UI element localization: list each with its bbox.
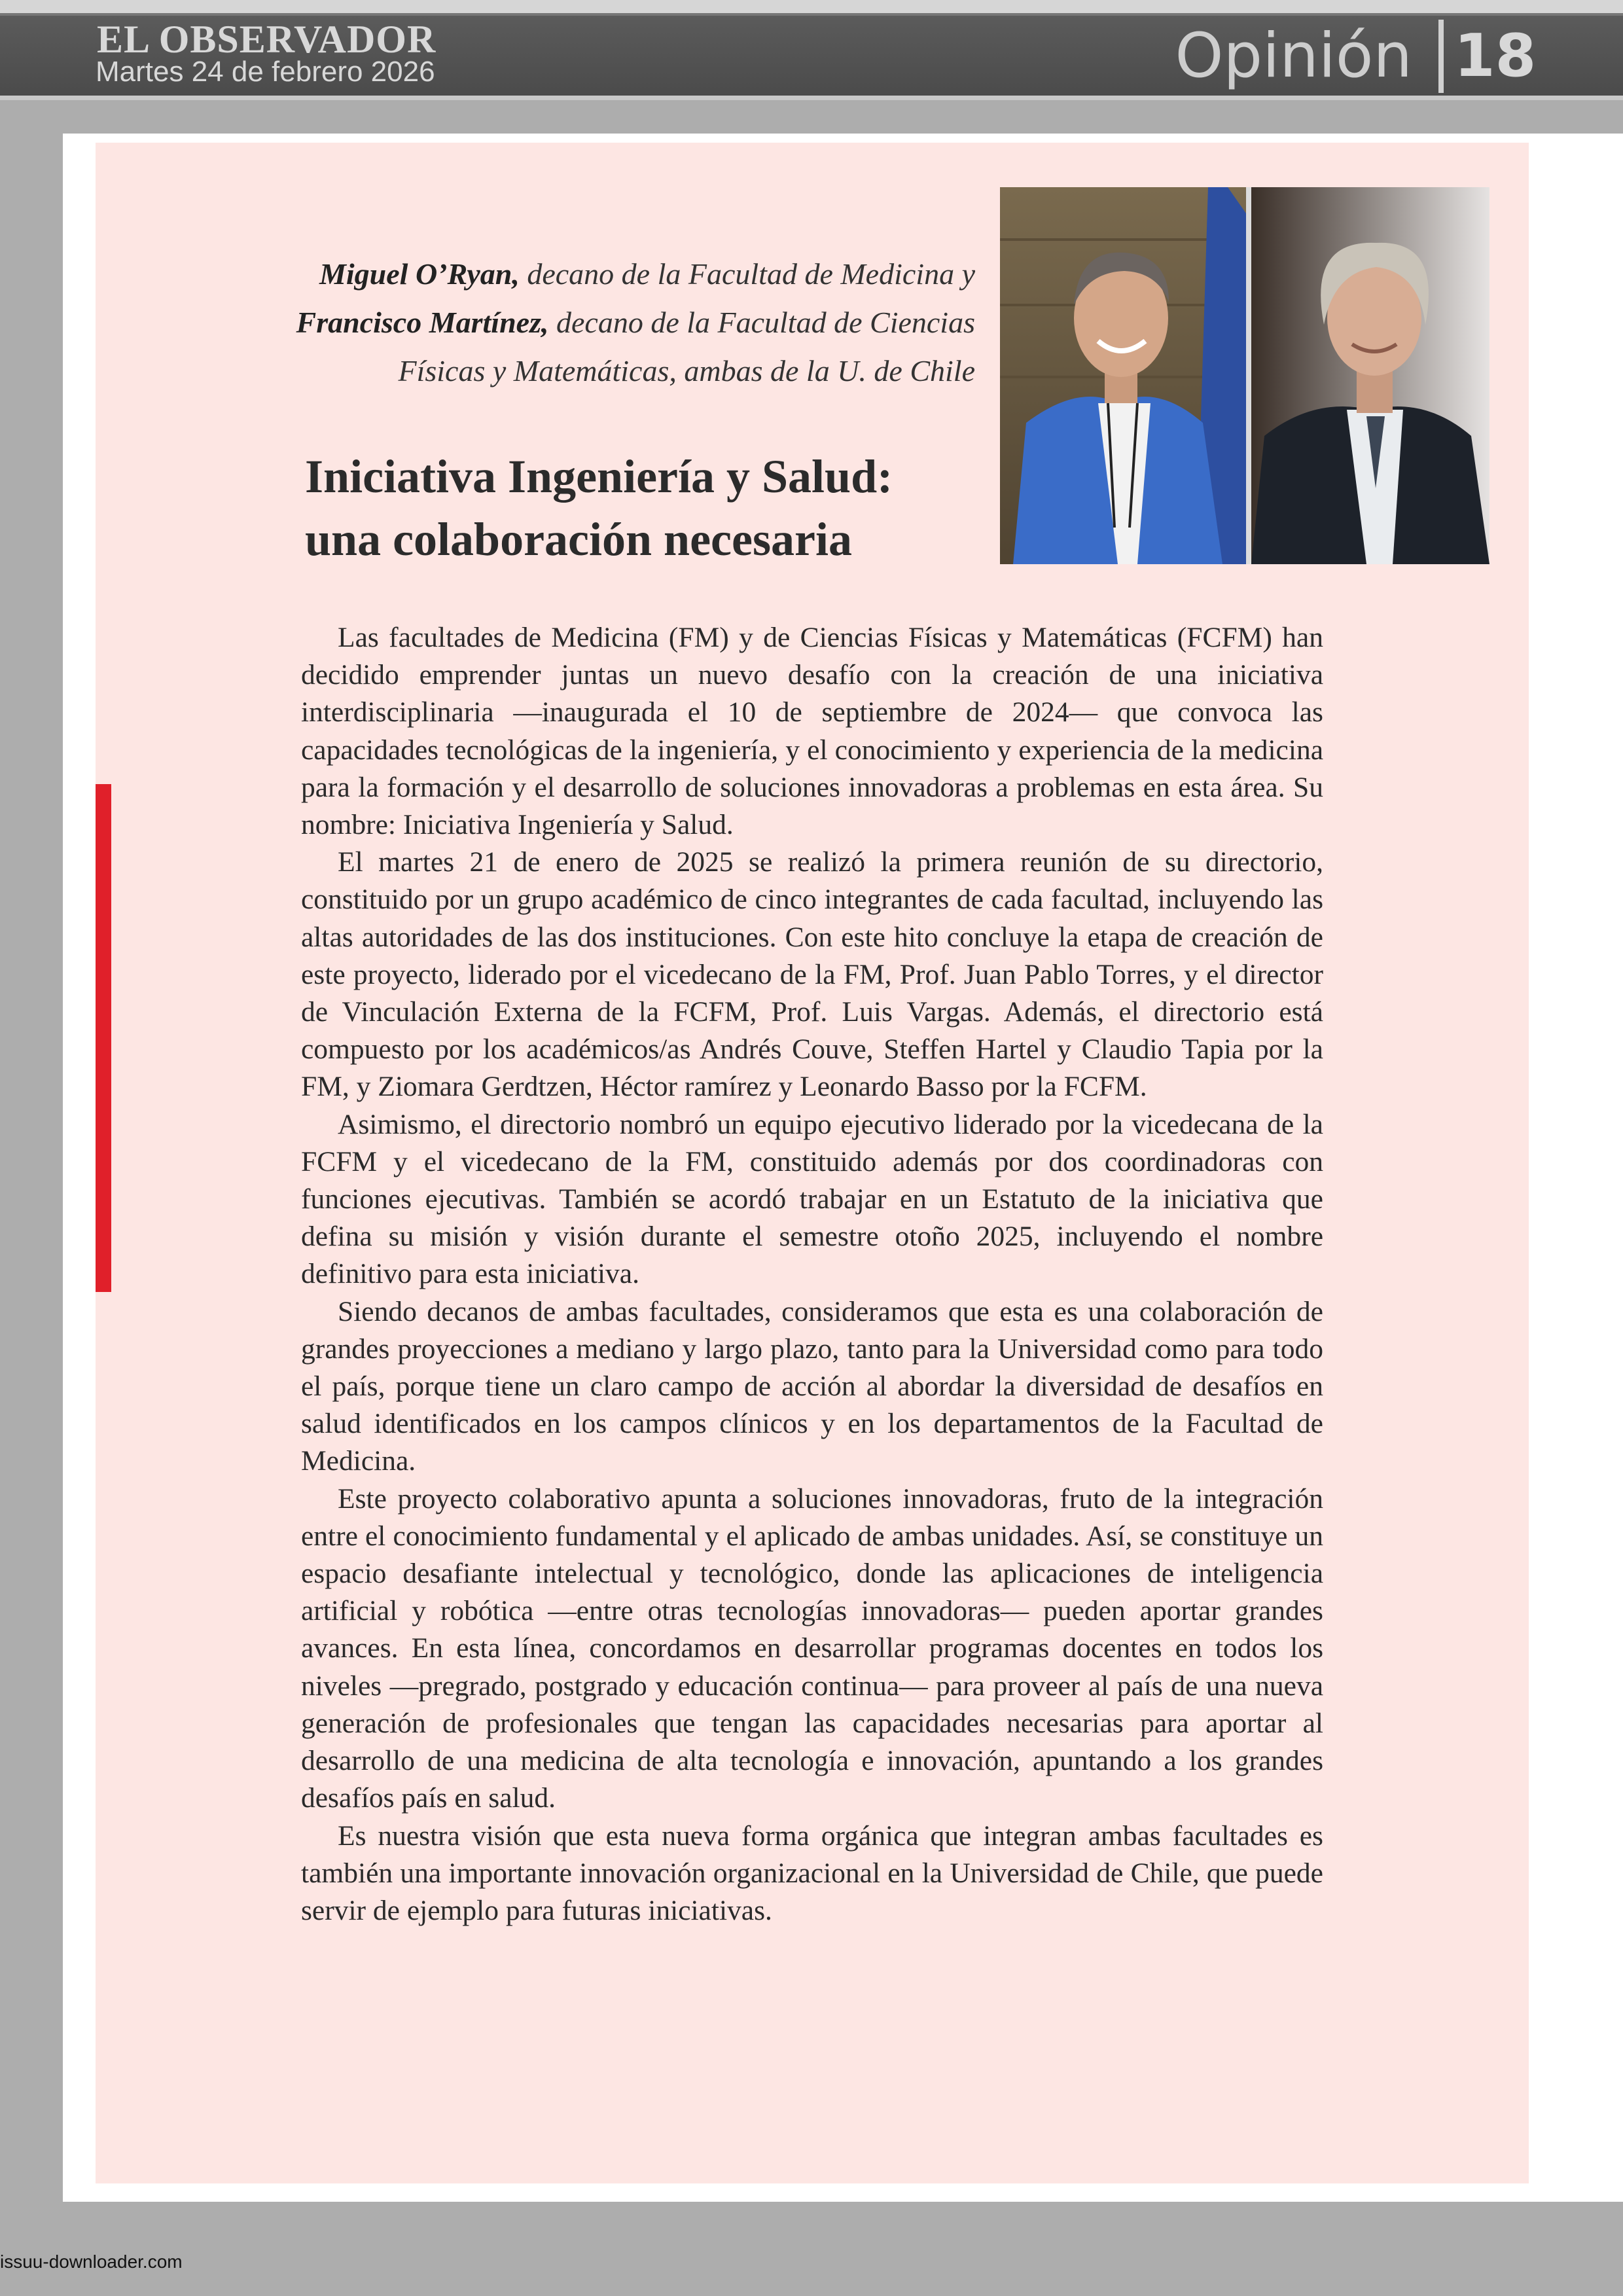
paragraph: Este proyecto colaborativo apunta a soluciones innovadoras, fruto de la integración entre el conocimiento fundamental y el aplicado de ambas unidades. Así, se constituye un espacio desafiante intelectual y tecnológico, donde las aplicaciones de inteligencia artificial y robótica —entre otras tecnologías innovadoras— pueden aportar grandes avances. En esta línea, concordamos en desarrollar programas docentes en todos los niveles —pregrado, postgrado y educación continua— para proveer al país de una nueva generación de profesionales que tengan las capacidades necesarias para aportar al desarrollo de una medicina de alta tecnología e innovación, apuntando a los grandes desafíos país en salud. bbox=[301, 1482, 1323, 1814]
byline bbox=[196, 250, 975, 395]
article-body bbox=[301, 619, 1323, 1929]
page-number: 18 bbox=[1454, 22, 1537, 90]
author-1-name: Miguel O’Ryan, bbox=[319, 257, 520, 291]
author-1-role: decano de la Facultad de Medicina y bbox=[519, 257, 975, 291]
issue-date: Martes 24 de febrero 2026 bbox=[96, 56, 435, 88]
paragraph: Las facultades de Medicina (FM) y de Ciencias Físicas y Matemáticas (FCFM) han decidido emprender juntas un nuevo desafío con la creación de una iniciativa interdisciplinaria —inaugurada el 10 de septiembre de 2024— que convoca las capacidades tecnológicas de la ingeniería, y el conocimiento y experiencia de la medicina para la formación y el desarrollo de soluciones innovadoras a problemas en esta área. Su nombre: Iniciativa Ingeniería y Salud. bbox=[301, 622, 1323, 841]
paragraph: Es nuestra visión que esta nueva forma orgánica que integran ambas facultades es también una importante innovación organizacional en la Universidad de Chile, que puede servir de ejemplo para futuras iniciativas. bbox=[301, 1820, 1323, 1926]
top-border bbox=[0, 0, 1623, 16]
authors-photo-illustration bbox=[1000, 187, 1489, 564]
source-watermark: issuu-downloader.com bbox=[0, 2251, 183, 2272]
authors-photo bbox=[1000, 187, 1489, 564]
page-header bbox=[0, 16, 1623, 100]
accent-bar bbox=[96, 784, 111, 1292]
section-title: Opinión bbox=[1175, 20, 1412, 92]
paragraph: El martes 21 de enero de 2025 se realizó la primera reunión de su directorio, constituido por un grupo académico de cinco integrantes de cada facultad, incluyendo las altas autoridades de las dos instituciones. Con este hito concluye la etapa de creación de este proyecto, liderado por el vicedecano de la FM, Prof. Juan Pablo Torres, y el director de Vinculación Externa de la FCFM, Prof. Luis Vargas. Además, el directorio está compuesto por los académicos/as Andrés Couve, Steffen Hartel y Claudio Tapia por la FM, y Ziomara Gerdtzen, Héctor ramírez y Leonardo Basso por la FCFM. bbox=[301, 846, 1323, 1103]
headline-line-2: una colaboración necesaria bbox=[305, 513, 852, 565]
header-divider bbox=[1438, 20, 1444, 93]
paragraph: Siendo decanos de ambas facultades, consideramos que esta es una colaboración de grandes proyecciones a mediano y largo plazo, tanto para la Universidad como para todo el país, porque tiene un claro campo de acción al abordar la diversidad de desafíos en salud identificados en los campos clínicos y en los departamentos de la Facultad de Medicina. bbox=[301, 1295, 1323, 1477]
headline-line-1: Iniciativa Ingeniería y Salud: bbox=[305, 450, 893, 503]
author-2-role: decano de la Facultad de Ciencias bbox=[548, 306, 975, 339]
paragraph: Asimismo, el directorio nombró un equipo ejecutivo liderado por la vicedecana de la FCFM y el vicedecano de la FM, constituido además por dos coordinadoras con funciones ejecutivas. También se acordó trabajar en un Estatuto de la iniciativa que defina su misión y visión durante el semestre otoño 2025, incluyendo el nombre definitivo para esta iniciativa. bbox=[301, 1108, 1323, 1290]
headline bbox=[305, 445, 959, 571]
author-2-name: Francisco Martínez, bbox=[296, 306, 549, 339]
masthead: EL OBSERVADOR bbox=[97, 18, 437, 61]
author-affiliation: Físicas y Matemáticas, ambas de la U. de Chile bbox=[398, 354, 975, 387]
